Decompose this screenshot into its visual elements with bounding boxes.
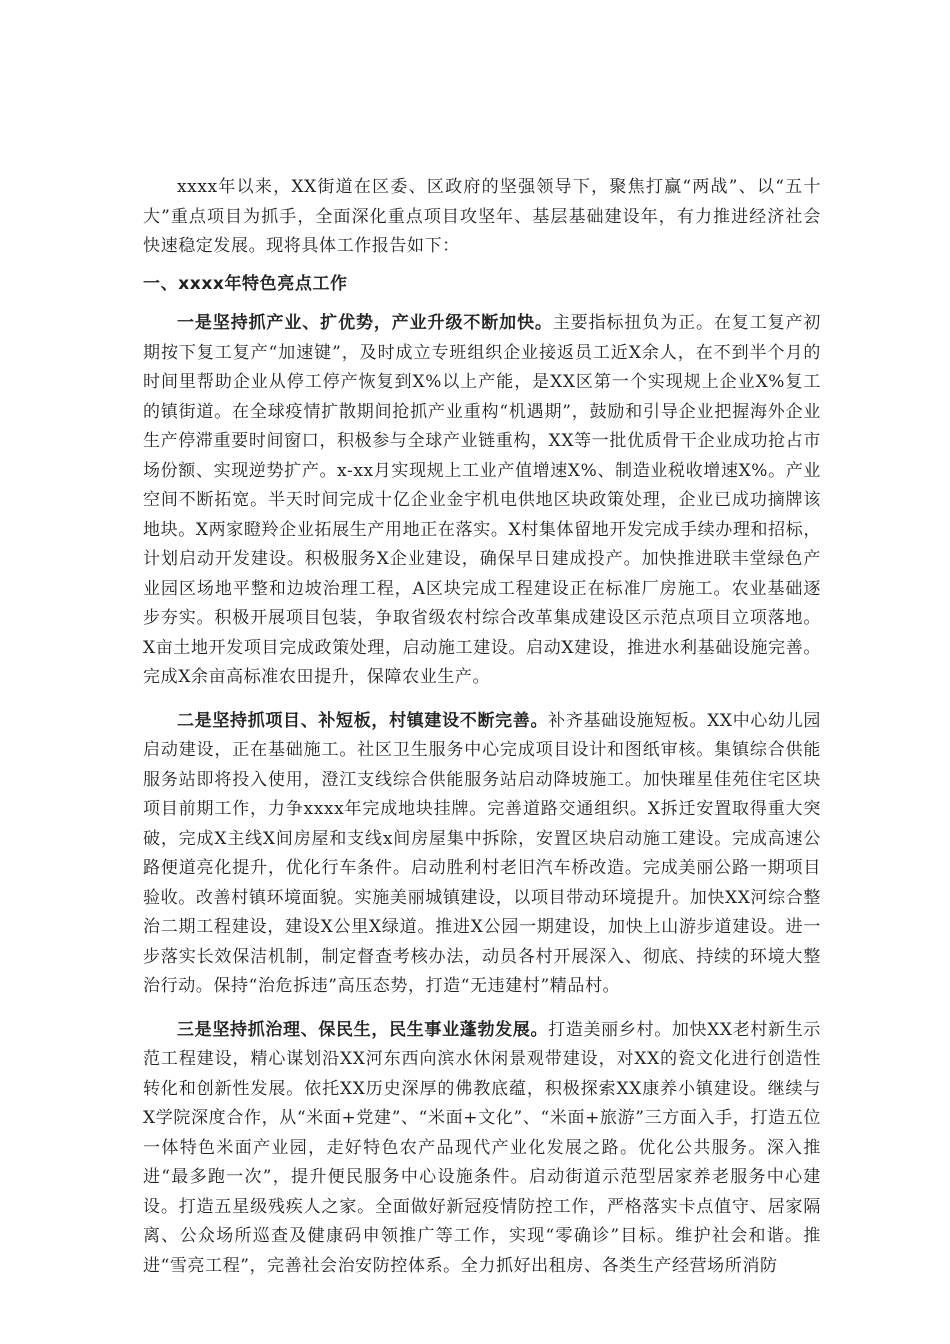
paragraph-lead: 二是坚持抓项目、补短板，村镇建设不断完善。 bbox=[177, 710, 549, 731]
section-heading: 一、xxxx年特色亮点工作 bbox=[143, 273, 348, 294]
paragraph-lead: 三是坚持抓治理、保民生，民生事业蓬勃发展。 bbox=[177, 1019, 549, 1040]
paragraph-projects bbox=[143, 707, 821, 1002]
paragraph-text: 主要指标扭负为正。在复工复产初期按下复工复产“加速键”，及时成立专班组织企业接返员工近X余人，在不到半个月的时间里帮助企业从停工停产恢复到X%以上产能，是XX区第一个实现规上企业X%复工的镇街道。在全球疫情扩散期间抢抓产业重构“机遇期”，鼓励和引导企业把握海外企业生产停滞重要时间窗口，积极参与全球产业链重构，XX等一批优质骨干企业成功抢占市场份额、实现逆势扩产。x-xx月实现规上工业产值增速X%、制造业税收增速X%。产业空间不断拓宽。半天时间完成十亿企业金宇机电供地区块政策处理，企业已成功摘牌该地块。X两家瞪羚企业拓展生产用地正在落实。X村集体留地开发完成手续办理和招标，计划启动开发建设。积极服务X企业建设，确保早日建成投产。加快推进联丰堂绿色产业园区场地平整和边坡治理工程，A区块完成工程建设正在标准厂房施工。农业基础逐步夯实。积极开展项目包装，争取省级农村综合改革集成建设区示范点项目立项落地。X亩土地开发项目完成政策处理，启动施工建设。启动X建设，推进水利基础设施完善。完成X余亩高标准农田提升，保障农业生产。 bbox=[143, 313, 821, 687]
intro-paragraph: xxxx年以来，XX街道在区委、区政府的坚强领导下，聚焦打赢“两战”、以“五十大”重点项目为抓手，全面深化重点项目攻坚年、基层基础建设年，有力推进经济社会快速稳定发展。现将具体工作报告如下： bbox=[143, 177, 821, 256]
paragraph-text: 补齐基础设施短板。XX中心幼儿园启动建设，正在基础施工。社区卫生服务中心完成项目设计和图纸审核。集镇综合供能服务站即将投入使用，澄江支线综合供能服务站启动降坡施工。加快璀星佳苑住宅区块项目前期工作，力争xxxx年完成地块挂牌。完善道路交通组织。X拆迁安置取得重大突破，完成X主线X间房屋和支线x间房屋集中拆除，安置区块启动施工建设。完成高速公路便道亮化提升，优化行车条件。启动胜利村老旧汽车桥改造。完成美丽公路一期项目验收。改善村镇环境面貌。实施美丽城镇建设，以项目带动环境提升。加快XX河综合整治二期工程建设，建设X公里X绿道。推进X公园一期建设，加快上山游步道建设。进一步落实长效保洁机制，制定督查考核办法，动员各村开展深入、彻底、持续的环境大整治行动。保持“治危拆违”高压态势，打造“无违建村”精品村。 bbox=[143, 710, 821, 996]
paragraph-governance bbox=[143, 1016, 821, 1282]
paragraph-text: 打造美丽乡村。加快XX老村新生示范工程建设，精心谋划沿XX河东西向滨水休闲景观带建设，对XX的瓷文化进行创造性转化和创新性发展。依托XX历史深厚的佛教底蕴，积极探索XX康养小镇建设。继续与X学院深度合作，从“米面+党建”、“米面+文化”、“米面+旅游”三方面入手，打造五位一体特色米面产业园，走好特色农产品现代产业化发展之路。优化公共服务。深入推进“最多跑一次”，提升便民服务中心设施条件。启动街道示范型居家养老服务中心建设。打造五星级残疾人之家。全面做好新冠疫情防控工作，严格落实卡点值守、居家隔离、公众场所巡查及健康码申领推广等工作，实现“零确诊”目标。维护社会和谐。推进“雪亮工程”，完善社会治安防控体系。全力抓好出租房、各类生产经营场所消防 bbox=[143, 1019, 821, 1276]
document-body bbox=[143, 173, 821, 1295]
paragraph-lead: 一是坚持抓产业、扩优势，产业升级不断加快。 bbox=[177, 313, 553, 333]
paragraph-industry bbox=[143, 309, 821, 693]
